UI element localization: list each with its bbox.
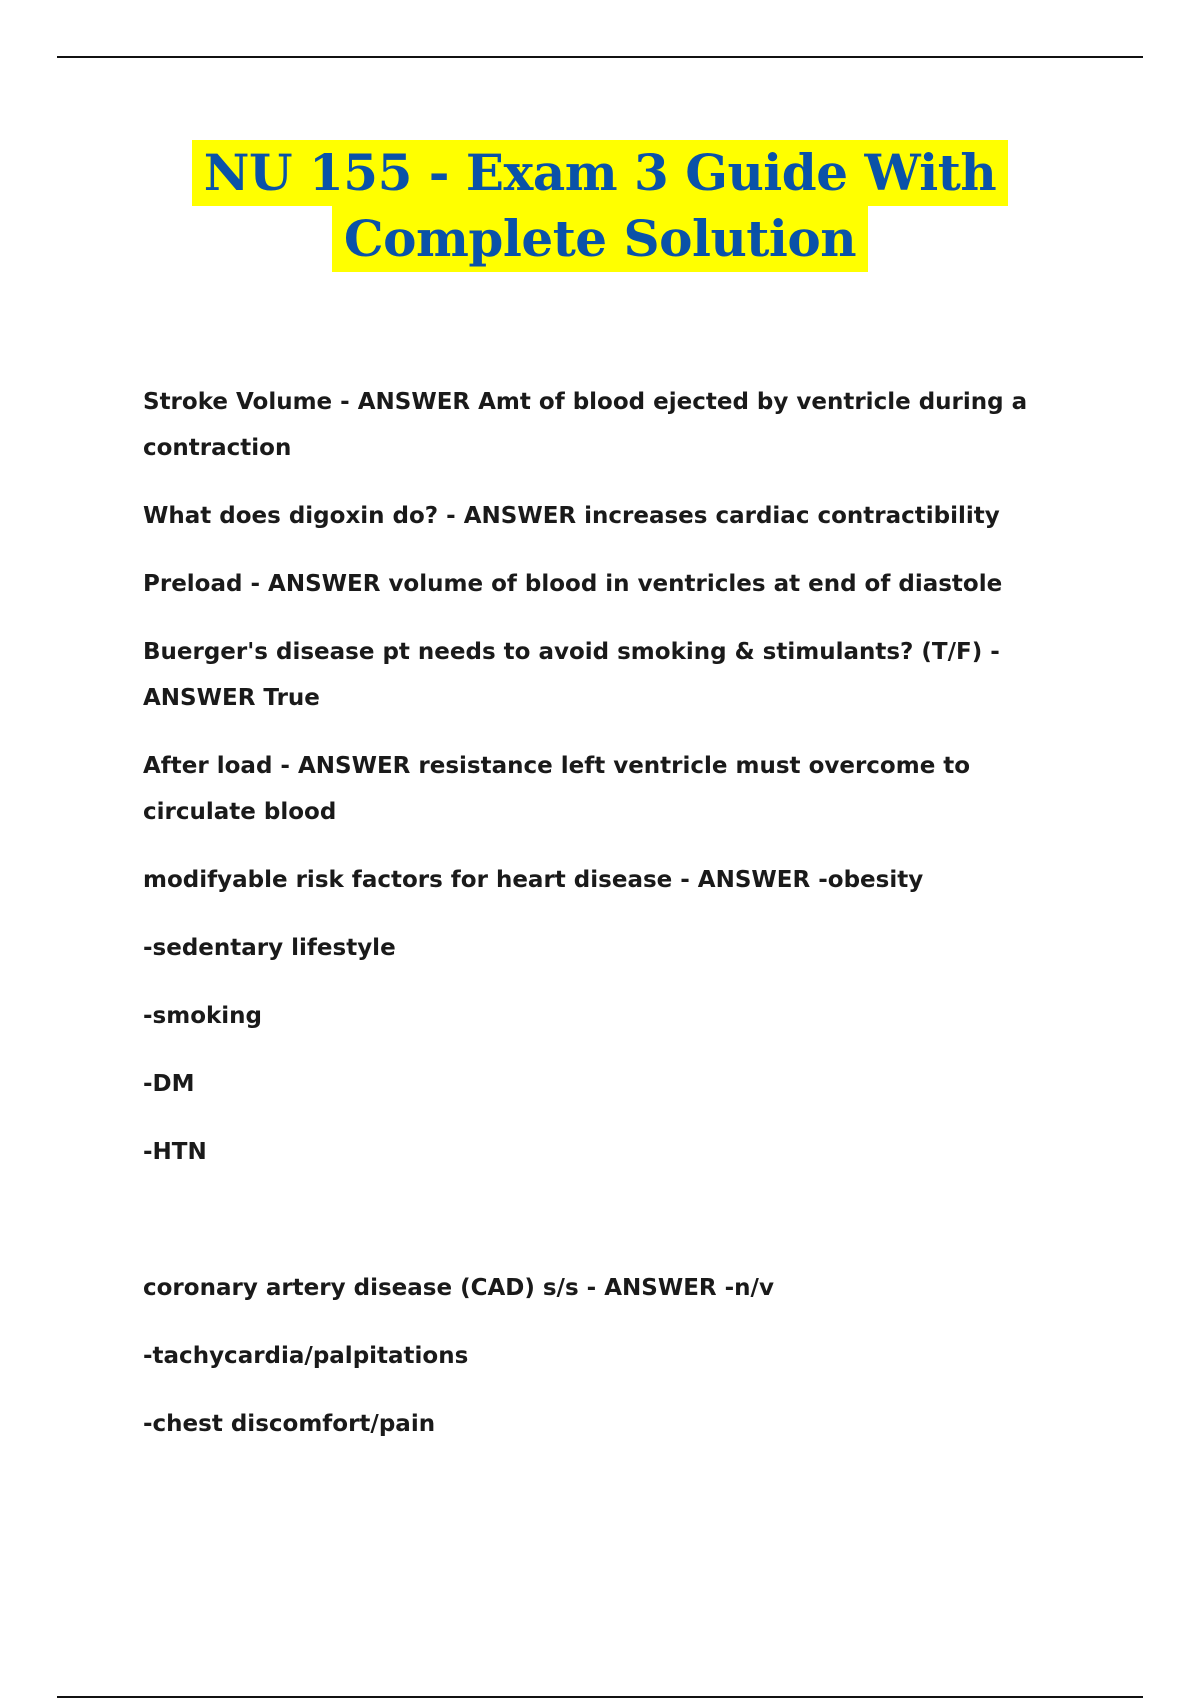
list-item: -HTN (143, 1139, 207, 1165)
qa-item-risk-factors: modifyable risk factors for heart disease - ANSWER -obesity (143, 867, 924, 893)
list-item: -DM (143, 1071, 195, 1097)
qa-item-digoxin: What does digoxin do? - ANSWER increases cardiac contractibility (143, 503, 1000, 529)
title-line-2: Complete Solution (332, 206, 868, 272)
list-item: -sedentary lifestyle (143, 935, 396, 961)
title-line-1: NU 155 - Exam 3 Guide With (192, 140, 1008, 206)
qa-item-stroke-volume: Stroke Volume - ANSWER Amt of blood ejected by ventricle during a contraction (143, 389, 1028, 461)
qa-item-cad: coronary artery disease (CAD) s/s - ANSWER -n/v (143, 1275, 774, 1301)
list-item: -tachycardia/palpitations (143, 1343, 469, 1369)
header-rule (57, 56, 1143, 58)
document-title (0, 140, 1200, 272)
qa-item-afterload: After load - ANSWER resistance left ventricle must overcome to circulate blood (143, 753, 971, 825)
qa-item-preload: Preload - ANSWER volume of blood in ventricles at end of diastole (143, 571, 1003, 597)
list-item: -smoking (143, 1003, 263, 1029)
footer-rule (57, 1696, 1143, 1698)
list-item: -chest discomfort/pain (143, 1411, 436, 1437)
qa-list (143, 379, 1083, 1469)
qa-item-buergers: Buerger's disease pt needs to avoid smoking & stimulants? (T/F) - ANSWER True (143, 639, 1000, 711)
